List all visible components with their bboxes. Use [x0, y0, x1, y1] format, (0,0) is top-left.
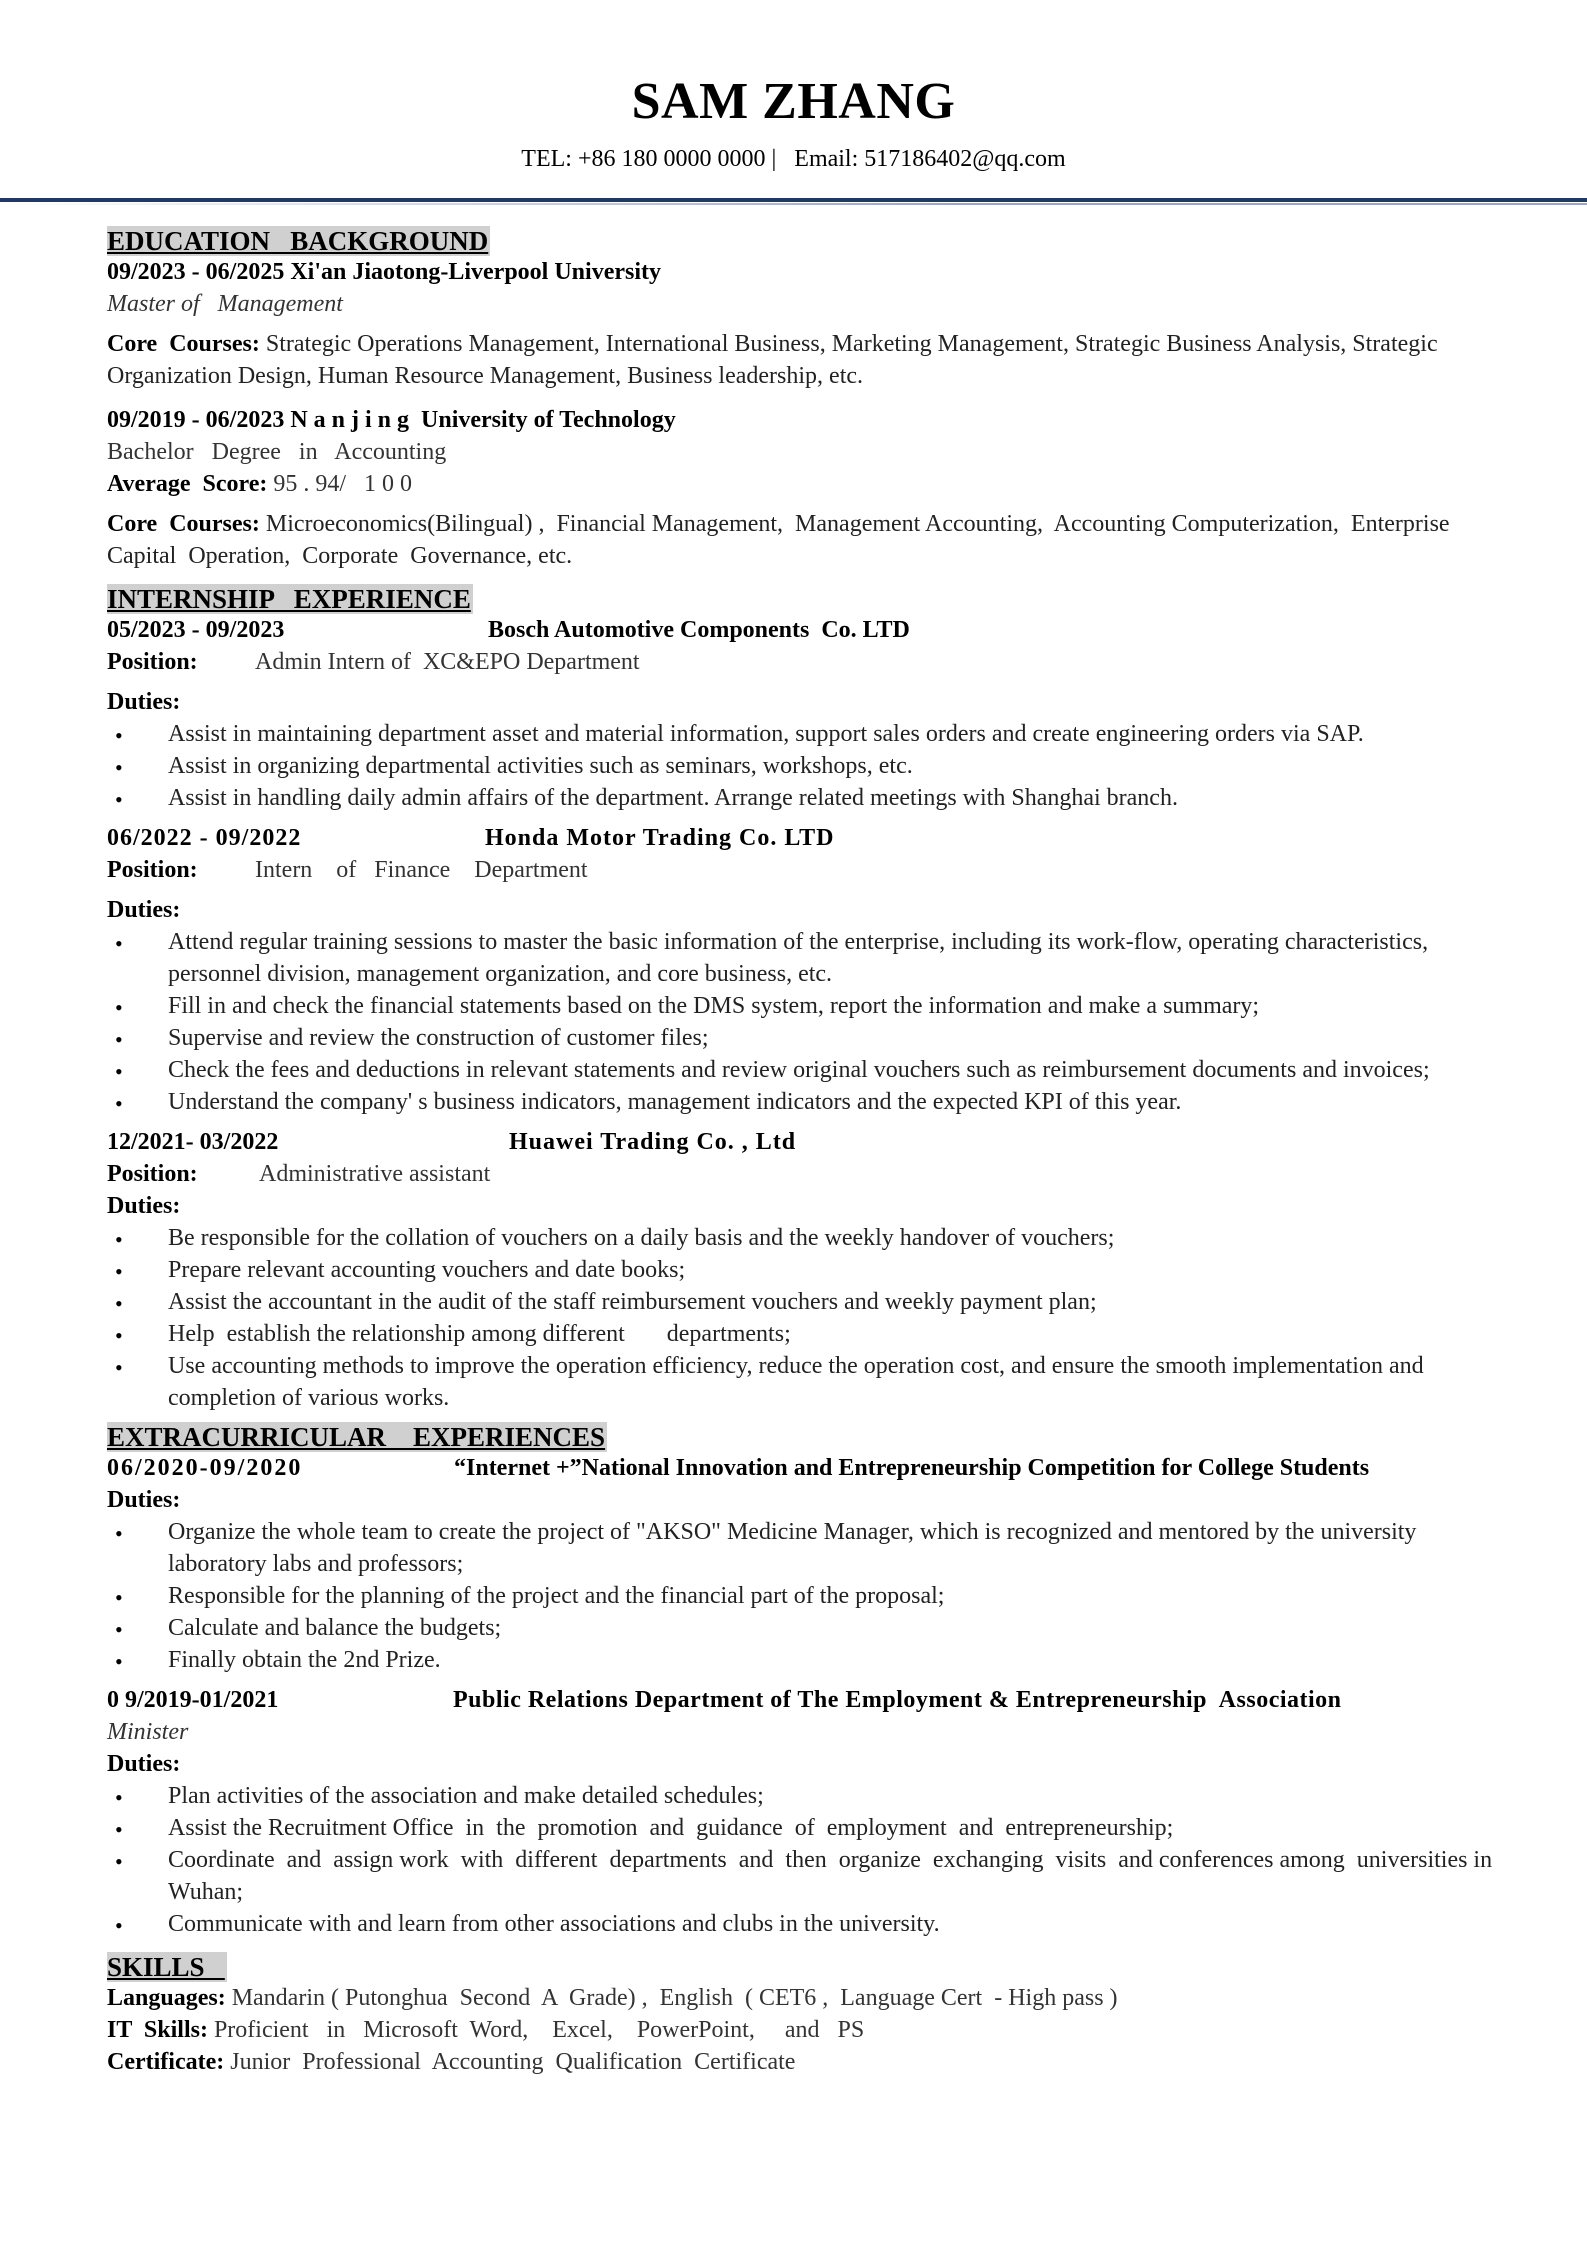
section-heading-internship: INTERNSHIP EXPERIENCE [107, 584, 471, 614]
job-3-company: Huawei Trading Co. , Ltd [509, 1129, 797, 1155]
education-2-courses [107, 508, 1502, 572]
education-entry-1-header [107, 256, 1502, 288]
activity-2-title: Public Relations Department of The Employment & Entrepreneurship Association [453, 1687, 1342, 1713]
list-item: • Responsible for the planning of the project and the financial part of the proposal; [107, 1580, 1502, 1612]
list-item: • Assist the Recruitment Office in the promotion and guidance of employment and entrepreneurship; [107, 1812, 1502, 1844]
activity-2-dates: 0 9/2019-01/2021 [107, 1687, 279, 1713]
section-heading-education: EDUCATION BACKGROUND [107, 226, 489, 256]
skills-it [107, 2014, 1502, 2046]
job-1-company: Bosch Automotive Components Co. LTD [488, 617, 910, 643]
resume-body [107, 226, 1502, 2078]
list-item: • Finally obtain the 2nd Prize. [107, 1644, 1502, 1676]
list-item: • Understand the company' s business indicators, management indicators and the expected KPI of this year. [107, 1086, 1502, 1118]
list-item: • Be responsible for the collation of vouchers on a daily basis and the weekly handover of vouchers; [107, 1222, 1502, 1254]
duties-label: Duties: [107, 689, 181, 715]
position-label: Position: [107, 1161, 198, 1187]
section-heading-skills: SKILLS [107, 1952, 225, 1982]
certificate-value: Junior Professional Accounting Qualification Certificate [230, 2049, 796, 2075]
list-item: • Communicate with and learn from other associations and clubs in the university. [107, 1908, 1502, 1940]
courses-label: Core Courses: [107, 511, 260, 537]
list-item: • Plan activities of the association and make detailed schedules; [107, 1780, 1502, 1812]
languages-value: Mandarin ( Putonghua Second A Grade) , English ( CET6 , Language Cert - High pass ) [231, 1985, 1118, 2011]
skills-certificate [107, 2046, 1502, 2078]
job-2-position-row [107, 854, 1502, 886]
job-3-header [107, 1126, 1502, 1158]
job-1-header [107, 614, 1502, 646]
section-heading-extracurricular: EXTRACURRICULAR EXPERIENCES [107, 1422, 606, 1452]
job-1-position-row [107, 646, 1502, 678]
job-3-duties [107, 1222, 1502, 1414]
list-item: • Calculate and balance the budgets; [107, 1612, 1502, 1644]
activity-1-title: “Internet +”National Innovation and Entrepreneurship Competition for College Students [454, 1455, 1370, 1481]
list-item: • Assist the accountant in the audit of the staff reimbursement vouchers and weekly payment plan; [107, 1286, 1502, 1318]
education-entry-2-header [107, 404, 1502, 436]
education-2-dates: 09/2019 - 06/2023 [107, 407, 285, 433]
it-skills-label: IT Skills: [107, 2017, 208, 2043]
job-3-position-row [107, 1158, 1502, 1190]
job-1-duties [107, 718, 1502, 814]
list-item: • Help establish the relationship among different departments; [107, 1318, 1502, 1350]
list-item: • Check the fees and deductions in relevant statements and review original vouchers such as reimbursement documents and invoices; [107, 1054, 1502, 1086]
job-2-header [107, 822, 1502, 854]
list-item: • Attend regular training sessions to master the basic information of the enterprise, including its work-flow, operating characteristics, personnel division, management organization, and core business, etc. [107, 926, 1502, 990]
languages-label: Languages: [107, 1985, 226, 2011]
score-value: 95 . 94/ 1 0 0 [273, 471, 413, 497]
education-2-school: University of Technology [421, 407, 676, 433]
header-divider [0, 198, 1587, 202]
activity-1-header [107, 1452, 1502, 1484]
activity-2-duties [107, 1780, 1502, 1940]
job-2-position: Intern of Finance Department [255, 857, 588, 883]
activity-2-header [107, 1684, 1502, 1716]
activity-1-duties [107, 1516, 1502, 1676]
position-label: Position: [107, 857, 198, 883]
education-2-degree: Bachelor Degree in Accounting [107, 439, 447, 465]
education-2-school-prefix: Nanjing [290, 407, 416, 433]
skills-languages [107, 1982, 1502, 2014]
candidate-name: SAM ZHANG [631, 73, 956, 130]
job-1-position: Admin Intern of XC&EPO Department [255, 649, 640, 675]
list-item: • Organize the whole team to create the project of "AKSO" Medicine Manager, which is recognized and mentored by the university laboratory labs and professors; [107, 1516, 1502, 1580]
education-1-school: Xi'an Jiaotong-Liverpool University [290, 259, 661, 285]
courses-text: Strategic Operations Management, International Business, Marketing Management, Strategic Business Analysis, Strategic Organization Design, Human Resource Management, Business leadership, etc. [107, 331, 1438, 389]
courses-label: Core Courses: [107, 331, 260, 357]
duties-label: Duties: [107, 1193, 181, 1219]
list-item: • Prepare relevant accounting vouchers and date books; [107, 1254, 1502, 1286]
duties-label: Duties: [107, 1487, 181, 1513]
contact-line: TEL: +86 180 0000 0000 | Email: 517186402@qq.com [521, 146, 1066, 172]
activity-1-dates: 06/2020-09/2020 [107, 1455, 303, 1481]
job-2-dates: 06/2022 - 09/2022 [107, 825, 302, 851]
job-3-dates: 12/2021- 03/2022 [107, 1129, 279, 1155]
score-label: Average Score: [107, 471, 268, 497]
certificate-label: Certificate: [107, 2049, 225, 2075]
list-item: • Coordinate and assign work with different departments and then organize exchanging visits and conferences among universities in Wuhan; [107, 1844, 1502, 1908]
activity-2-role: Minister [107, 1719, 189, 1745]
education-1-dates: 09/2023 - 06/2025 [107, 259, 285, 285]
education-1-courses [107, 328, 1502, 392]
list-item: • Assist in handling daily admin affairs of the department. Arrange related meetings with Shanghai branch. [107, 782, 1502, 814]
job-1-dates: 05/2023 - 09/2023 [107, 617, 285, 643]
education-2-score [107, 468, 1502, 500]
job-2-company: Honda Motor Trading Co. LTD [485, 825, 835, 851]
duties-label: Duties: [107, 897, 181, 923]
job-2-duties [107, 926, 1502, 1118]
job-3-position: Administrative assistant [259, 1161, 491, 1187]
header-divider-shadow [0, 203, 1587, 205]
list-item: • Supervise and review the construction of customer files; [107, 1022, 1502, 1054]
education-1-degree: Master of Management [107, 291, 343, 317]
duties-label: Duties: [107, 1751, 181, 1777]
list-item: • Assist in maintaining department asset and material information, support sales orders and create engineering orders via SAP. [107, 718, 1502, 750]
it-skills-value: Proficient in Microsoft Word, Excel, PowerPoint, and PS [213, 2017, 865, 2043]
courses-text: Microeconomics(Bilingual) , Financial Management, Management Accounting, Accounting Computerization, Enterprise Capital Operation, Corporate Governance, etc. [107, 511, 1462, 569]
position-label: Position: [107, 649, 198, 675]
list-item: • Fill in and check the financial statements based on the DMS system, report the information and make a summary; [107, 990, 1502, 1022]
list-item: • Use accounting methods to improve the operation efficiency, reduce the operation cost, and ensure the smooth implementation and completion of various works. [107, 1350, 1502, 1414]
list-item: • Assist in organizing departmental activities such as seminars, workshops, etc. [107, 750, 1502, 782]
